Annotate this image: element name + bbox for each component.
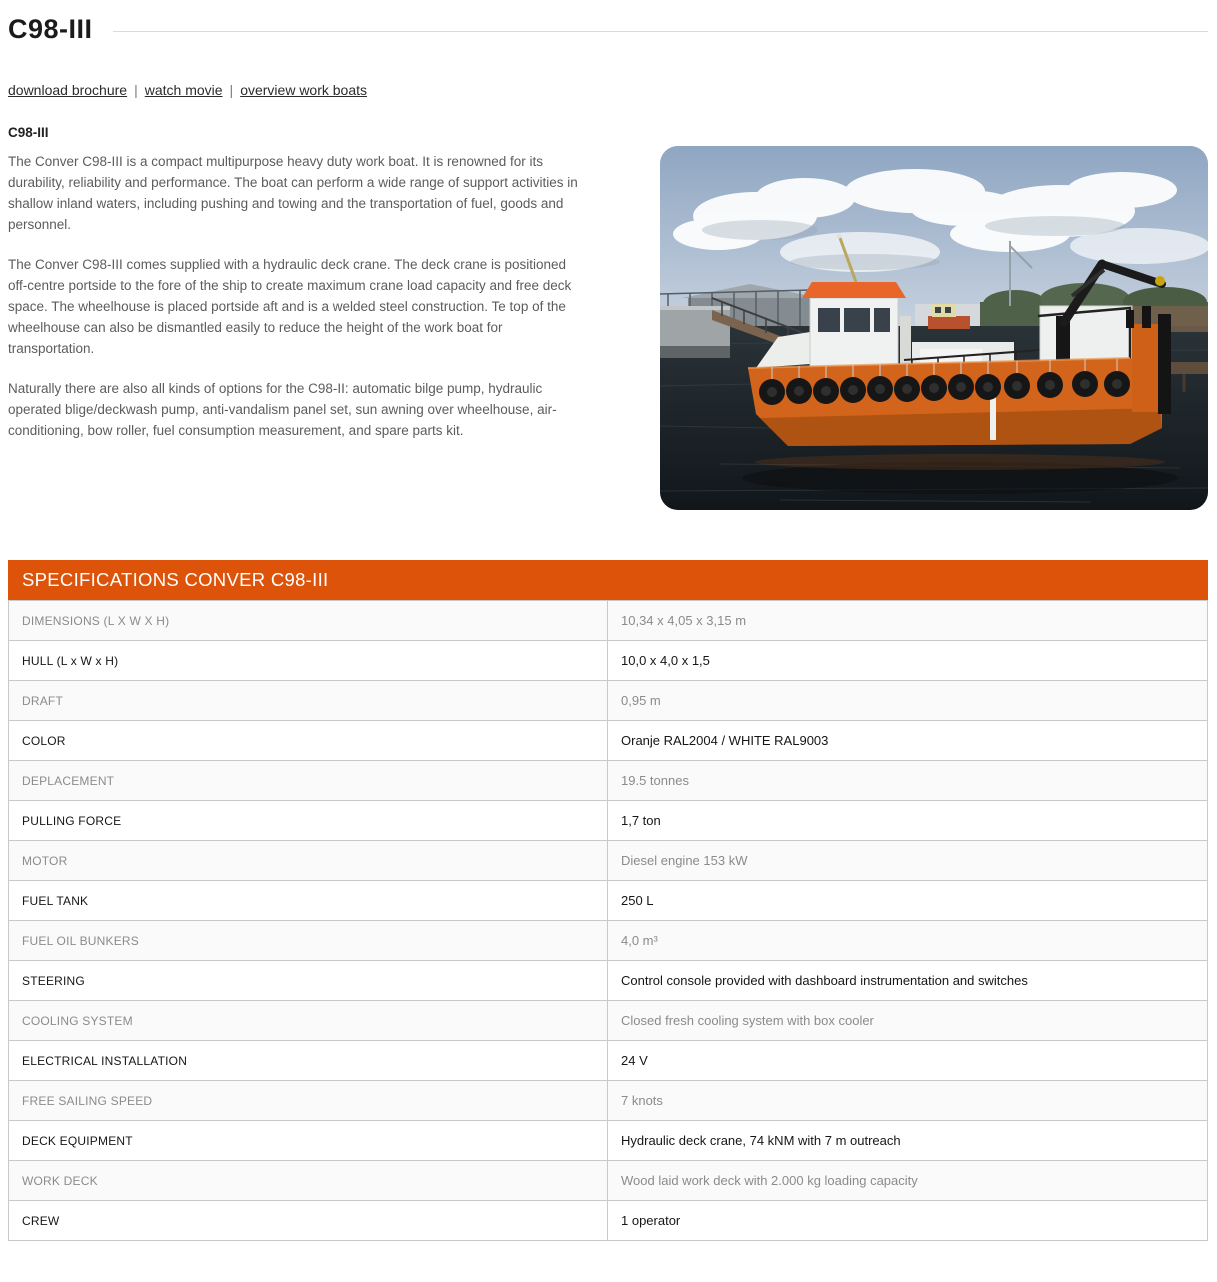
- spec-label: COOLING SYSTEM: [9, 1001, 608, 1041]
- boat-photo-illustration: [660, 146, 1208, 510]
- spec-label: FUEL TANK: [9, 881, 608, 921]
- spec-value: Wood laid work deck with 2.000 kg loading capacity: [608, 1161, 1208, 1201]
- spec-label: COLOR: [9, 721, 608, 761]
- link-separator: |: [229, 82, 234, 98]
- spec-row: [9, 841, 1208, 881]
- spec-value: 1,7 ton: [608, 801, 1208, 841]
- specifications-section: [8, 560, 1208, 1241]
- spec-value: 1 operator: [608, 1201, 1208, 1241]
- spec-label: STEERING: [9, 961, 608, 1001]
- spec-label: DEPLACEMENT: [9, 761, 608, 801]
- wheelhouse-window: [818, 308, 840, 332]
- spec-row: [9, 1121, 1208, 1161]
- spec-label: ELECTRICAL INSTALLATION: [9, 1041, 608, 1081]
- spec-label: DIMENSIONS (L X W X H): [9, 601, 608, 641]
- link-download-brochure[interactable]: download brochure: [8, 82, 128, 98]
- spec-value: Control console provided with dashboard instrumentation and switches: [608, 961, 1208, 1001]
- intro-heading: C98-III: [8, 125, 49, 140]
- link-watch-movie[interactable]: watch movie: [144, 82, 223, 98]
- spec-label: MOTOR: [9, 841, 608, 881]
- stern-fender: [1158, 314, 1171, 414]
- spec-value: 0,95 m: [608, 681, 1208, 721]
- link-overview-work-boats[interactable]: overview work boats: [240, 82, 368, 98]
- spec-row: [9, 1041, 1208, 1081]
- spec-label: CREW: [9, 1201, 608, 1241]
- spec-row: [9, 641, 1208, 681]
- spec-value: Hydraulic deck crane, 74 kNM with 7 m outreach: [608, 1121, 1208, 1161]
- spec-value: Oranje RAL2004 / WHITE RAL9003: [608, 721, 1208, 761]
- product-photo: [660, 146, 1208, 510]
- page: [0, 14, 1217, 1241]
- specifications-header: SPECIFICATIONS CONVER C98-III: [8, 560, 1208, 600]
- spec-row: [9, 921, 1208, 961]
- spec-label: DRAFT: [9, 681, 608, 721]
- spec-value: 4,0 m³: [608, 921, 1208, 961]
- spec-value: 24 V: [608, 1041, 1208, 1081]
- spec-row: [9, 1001, 1208, 1041]
- spec-value: Closed fresh cooling system with box cooler: [608, 1001, 1208, 1041]
- title-rule: [113, 31, 1208, 32]
- breadcrumb-links: [8, 82, 1208, 98]
- spec-row: [9, 681, 1208, 721]
- spec-row: [9, 1201, 1208, 1241]
- intro-paragraph: Naturally there are also all kinds of options for the C98-II: automatic bilge pump, hydraulic operated blige/deckwash pump, anti-vandalism panel set, sun awning over wheelhouse, air-conditioning, bow roller, fuel consumption measurement, and spare parts kit.: [8, 381, 557, 438]
- spec-label: DECK EQUIPMENT: [9, 1121, 608, 1161]
- specifications-table: [8, 600, 1208, 1241]
- intro-paragraph: The Conver C98-III comes supplied with a hydraulic deck crane. The deck crane is positioned off-centre portside to the fore of the ship to create maximum crane load capacity and free deck space. The wheelhouse is placed portside aft and is a welded steel construction. Te top of the wheelhouse can also be dismantled easily to reduce the height of the work boat for transportation.: [8, 257, 572, 356]
- spec-row: [9, 961, 1208, 1001]
- spec-row: [9, 1161, 1208, 1201]
- spec-value: 19.5 tonnes: [608, 761, 1208, 801]
- page-title-text: C98-III: [8, 14, 93, 44]
- intro-section: [8, 125, 1208, 510]
- wheelhouse-window: [874, 308, 890, 332]
- spec-value: 250 L: [608, 881, 1208, 921]
- page-title: [8, 14, 1208, 45]
- spec-row: [9, 801, 1208, 841]
- wheelhouse-roof: [802, 282, 906, 298]
- spec-table-body: [9, 601, 1208, 1241]
- link-separator: |: [134, 82, 138, 98]
- spec-value: Diesel engine 153 kW: [608, 841, 1208, 881]
- intro-text-column: [8, 125, 608, 460]
- spec-value: 10,34 x 4,05 x 3,15 m: [608, 601, 1208, 641]
- spec-row: [9, 881, 1208, 921]
- spec-label: PULLING FORCE: [9, 801, 608, 841]
- spec-label: FUEL OIL BUNKERS: [9, 921, 608, 961]
- spec-label: HULL (L x W x H): [9, 641, 608, 681]
- intro-paragraph: The Conver C98-III is a compact multipurpose heavy duty work boat. It is renowned for its durability, reliability and performance. The boat can perform a wide range of support activities in shallow inland waters, including pushing and towing and the transportation of fuel, goods and personnel.: [8, 154, 578, 232]
- spec-row: [9, 761, 1208, 801]
- spec-row: [9, 1081, 1208, 1121]
- spec-value: 10,0 x 4,0 x 1,5: [608, 641, 1208, 681]
- spec-value: 7 knots: [608, 1081, 1208, 1121]
- spec-row: [9, 601, 1208, 641]
- spec-label: WORK DECK: [9, 1161, 608, 1201]
- wheelhouse-window: [844, 308, 870, 332]
- crane-tip: [1155, 276, 1165, 286]
- spec-row: [9, 721, 1208, 761]
- spec-label: FREE SAILING SPEED: [9, 1081, 608, 1121]
